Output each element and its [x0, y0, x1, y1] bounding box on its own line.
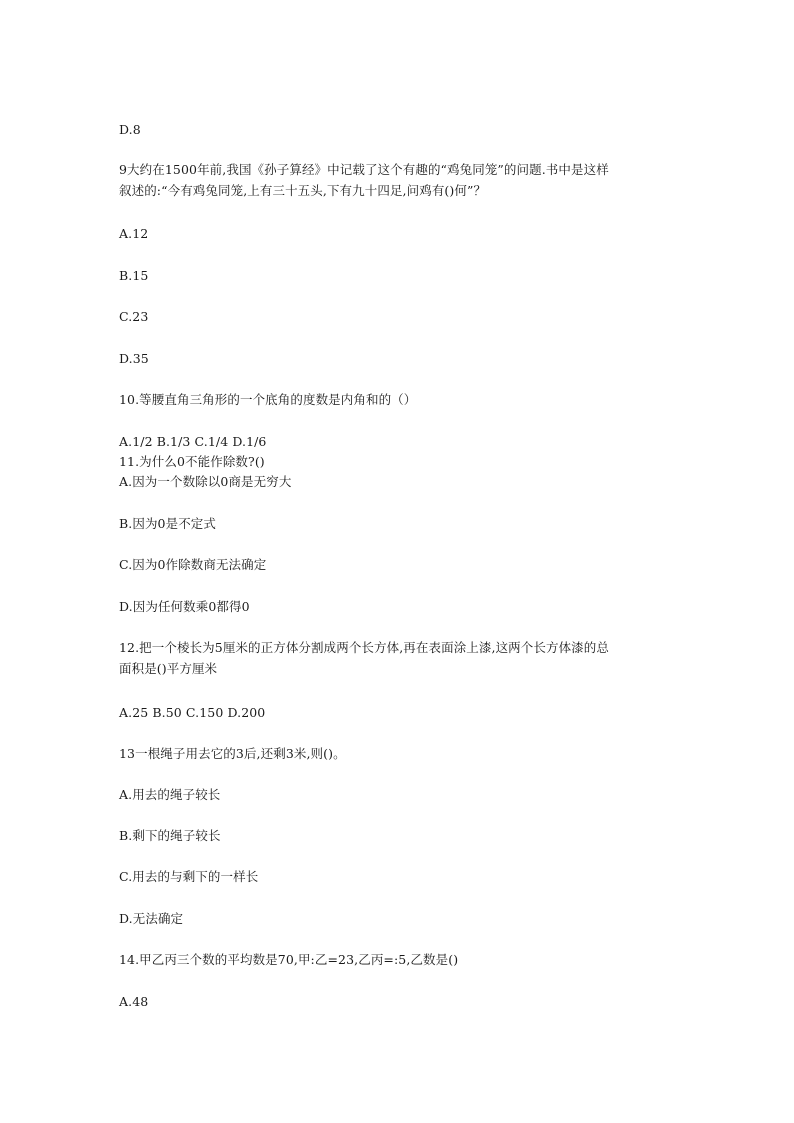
- option-b-q13: B.剩下的绳子较长: [119, 828, 221, 843]
- option-d-q8: D.8: [119, 122, 141, 137]
- options-q12: A.25 B.50 C.150 D.200: [119, 705, 266, 720]
- option-c-q13: C.用去的与剩下的一样长: [119, 869, 259, 884]
- question-10: 10.等腰直角三角形的一个底角的度数是内角和的（）: [119, 392, 417, 407]
- question-14: 14.甲乙丙三个数的平均数是70,甲:乙=23,乙丙=:5,乙数是(): [119, 952, 459, 967]
- option-d-q13: D.无法确定: [119, 911, 184, 926]
- option-d-q9: D.35: [119, 351, 149, 366]
- question-9-line-1: 9大约在1500年前,我国《孙子算经》中记载了这个有趣的“鸡兔同笼”的问题.书中是这样: [119, 162, 609, 177]
- option-d-q11: D.因为任何数乘0都得0: [119, 599, 250, 614]
- option-a-q14: A.48: [119, 994, 149, 1009]
- question-11: 11.为什么0不能作除数?(): [119, 454, 265, 469]
- option-c-q11: C.因为0作除数商无法确定: [119, 557, 267, 572]
- question-9-line-2: 叙述的:“今有鸡兔同笼,上有三十五头,下有九十四足,问鸡有()何”？: [119, 183, 487, 198]
- question-12-line-1: 12.把一个棱长为5厘米的正方体分割成两个长方体,再在表面涂上漆,这两个长方体漆的总: [119, 640, 609, 655]
- option-a-q9: A.12: [119, 226, 149, 241]
- option-a-q11: A.因为一个数除以0商是无穷大: [119, 474, 292, 489]
- question-13: 13一根绳子用去它的3后,还剩3米,则()。: [119, 746, 346, 761]
- options-q10: A.1/2 B.1/3 C.1/4 D.1/6: [119, 434, 267, 449]
- option-c-q9: C.23: [119, 309, 149, 324]
- option-a-q13: A.用去的绳子较长: [119, 787, 221, 802]
- question-12-line-2: 面积是()平方厘米: [119, 661, 218, 676]
- option-b-q11: B.因为0是不定式: [119, 516, 217, 531]
- option-b-q9: B.15: [119, 268, 149, 283]
